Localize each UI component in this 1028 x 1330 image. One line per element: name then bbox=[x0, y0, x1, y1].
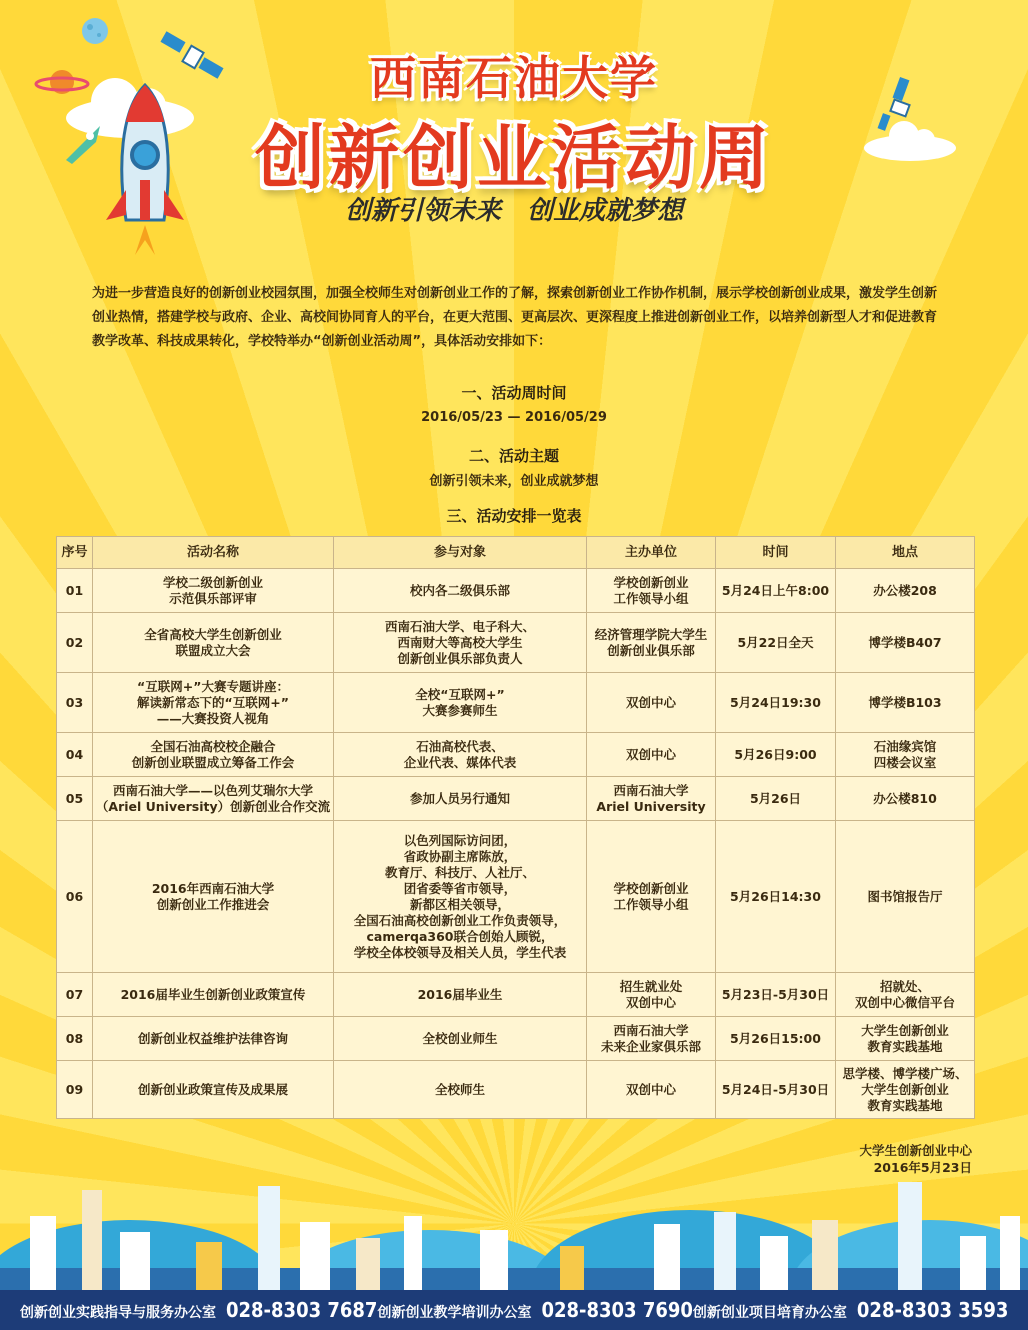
cell-no-line: 02 bbox=[65, 634, 84, 650]
cell-activity-name-line: （Ariel University）创新创业合作交流 bbox=[95, 798, 331, 814]
cell-activity-name bbox=[93, 1017, 334, 1061]
cell-organizer-line: 学校创新创业 bbox=[613, 574, 689, 590]
cell-organizer-line: 学校创新创业 bbox=[613, 880, 689, 896]
cell-time-line: 5月23日-5月30日 bbox=[721, 986, 830, 1002]
footer-phone: 028-8303 7690 bbox=[541, 1298, 693, 1322]
table-row bbox=[57, 569, 975, 613]
section-time-title: 一、活动周时间 bbox=[461, 384, 567, 402]
cell-place-line: 教育实践基地 bbox=[867, 1038, 943, 1054]
table-row bbox=[57, 1017, 975, 1061]
cell-organizer-line: 双创中心 bbox=[625, 1081, 676, 1097]
section-table-title: 三、活动安排一览表 bbox=[446, 507, 582, 525]
cell-organizer bbox=[587, 673, 716, 733]
cell-activity-name-line: 示范俱乐部评审 bbox=[169, 590, 257, 606]
cell-no-line: 01 bbox=[65, 582, 84, 598]
intro-paragraph: 为进一步营造良好的创新创业校园氛围，加强全校师生对创新创业工作的了解，探索创新创业工作协作机制，展示学校创新创业成果，激发学生创新创业热情，搭建学校与政府、企业、高校间协同育人的平台，在更大范围、更高层次、更深程度上推进创新创业工作，以培养创新型人才和促进教育教学改革、科技成果转化，学校特举办“创新创业活动周”，具体活动安排如下： bbox=[92, 286, 938, 349]
cell-time bbox=[716, 733, 836, 777]
cell-organizer bbox=[587, 569, 716, 613]
cell-target-line: 全校师生 bbox=[434, 1081, 485, 1097]
cell-activity-name bbox=[93, 821, 334, 973]
cell-activity-name-line: 全国石油高校校企融合 bbox=[150, 738, 276, 754]
signature-org: 大学生创新创业中心 bbox=[859, 1143, 972, 1158]
cell-place-line: 招就处、 bbox=[879, 978, 930, 994]
cell-place bbox=[836, 777, 975, 821]
cell-time bbox=[716, 1061, 836, 1119]
cell-target-line: 西南石油大学、电子科大、 bbox=[384, 618, 535, 634]
footer-office-label: 创新创业项目培育办公室 bbox=[692, 1305, 847, 1321]
cell-no bbox=[57, 673, 93, 733]
cell-no bbox=[57, 1017, 93, 1061]
cell-target-line: camerqa360联合创始人顾锐， bbox=[366, 928, 554, 944]
cell-target-line: 西南财大等高校大学生 bbox=[397, 634, 523, 650]
cell-place-line: 四楼会议室 bbox=[873, 754, 937, 770]
cell-activity-name-line: 全省高校大学生创新创业 bbox=[144, 626, 282, 642]
cell-organizer-line: 未来企业家俱乐部 bbox=[600, 1038, 701, 1054]
cell-target-line: 省政协副主席陈放， bbox=[403, 848, 517, 864]
cell-target-line: 全国石油高校创新创业工作负责领导， bbox=[353, 912, 567, 928]
cell-place-line: 图书馆报告厅 bbox=[867, 888, 943, 904]
cell-time bbox=[716, 569, 836, 613]
city-skyline-illustration bbox=[0, 1176, 1028, 1290]
cell-place-line: 双创中心微信平台 bbox=[854, 994, 955, 1010]
cell-activity-name-line: 创新创业联盟成立筹备工作会 bbox=[131, 754, 295, 770]
cell-activity-name-line: 联盟成立大会 bbox=[175, 642, 251, 658]
cell-time bbox=[716, 973, 836, 1017]
cell-organizer bbox=[587, 1061, 716, 1119]
cell-target-line: 以色列国际访问团， bbox=[403, 832, 517, 848]
title-school: 西南石油大学 bbox=[370, 51, 658, 105]
cell-organizer-line: 创新创业俱乐部 bbox=[607, 642, 695, 658]
footer-office-label: 创新创业教学培训办公室 bbox=[377, 1305, 532, 1321]
cell-target-line: 团省委等省市领导， bbox=[403, 880, 517, 896]
signature bbox=[859, 1142, 972, 1176]
slogan: 创新引领未来 创业成就梦想 bbox=[344, 196, 683, 226]
footer-contact-1 bbox=[20, 1298, 377, 1322]
cell-time-line: 5月26日14:30 bbox=[730, 888, 821, 904]
schedule-table bbox=[56, 536, 975, 1119]
cell-target-line: 全校“互联网+” bbox=[415, 686, 505, 702]
cell-target bbox=[334, 1061, 587, 1119]
cell-no-line: 03 bbox=[65, 694, 84, 710]
cell-organizer bbox=[587, 777, 716, 821]
cell-activity-name bbox=[93, 733, 334, 777]
cell-target bbox=[334, 733, 587, 777]
cell-no-line: 05 bbox=[65, 790, 84, 806]
cell-organizer-line: 工作领导小组 bbox=[613, 590, 689, 606]
cell-organizer-line: 双创中心 bbox=[625, 746, 676, 762]
footer-office-label: 创新创业实践指导与服务办公室 bbox=[20, 1305, 216, 1321]
cell-activity-name-line: “互联网+”大赛专题讲座： bbox=[137, 678, 289, 694]
section-theme-title: 二、活动主题 bbox=[468, 447, 559, 465]
cell-target bbox=[334, 613, 587, 673]
cell-organizer-line: Ariel University bbox=[596, 798, 706, 814]
cell-no-line: 09 bbox=[65, 1081, 84, 1097]
title-event: 创新创业活动周 bbox=[255, 117, 773, 199]
cell-activity-name-line: 学校二级创新创业 bbox=[162, 574, 263, 590]
cell-activity-name-line: 创新创业工作推进会 bbox=[156, 896, 270, 912]
cell-target bbox=[334, 569, 587, 613]
cell-organizer-line: 双创中心 bbox=[625, 694, 676, 710]
table-row bbox=[57, 673, 975, 733]
cell-place-line: 博学楼B407 bbox=[868, 634, 942, 650]
cell-no bbox=[57, 1061, 93, 1119]
cell-place bbox=[836, 821, 975, 973]
cell-place-line: 办公楼208 bbox=[873, 582, 937, 598]
cell-target-line: 创新创业俱乐部负责人 bbox=[397, 650, 523, 666]
table-row bbox=[57, 733, 975, 777]
cell-target-line: 全校创业师生 bbox=[422, 1030, 498, 1046]
cell-target bbox=[334, 821, 587, 973]
cell-time-line: 5月24日上午8:00 bbox=[721, 582, 830, 598]
cell-organizer-line: 工作领导小组 bbox=[613, 896, 689, 912]
cell-time bbox=[716, 777, 836, 821]
cell-no bbox=[57, 733, 93, 777]
table-row bbox=[57, 1061, 975, 1119]
cell-organizer bbox=[587, 821, 716, 973]
cell-place-line: 教育实践基地 bbox=[867, 1097, 943, 1113]
cell-place bbox=[836, 733, 975, 777]
cell-activity-name-line: ——大赛投资人视角 bbox=[156, 710, 270, 726]
cell-organizer bbox=[587, 1017, 716, 1061]
cell-activity-name-line: 解读新常态下的“互联网+” bbox=[137, 694, 289, 710]
footer-phone: 028-8303 7687 bbox=[226, 1298, 378, 1322]
signature-date: 2016年5月23日 bbox=[873, 1160, 972, 1175]
cell-time-line: 5月22日全天 bbox=[737, 634, 814, 650]
cell-time bbox=[716, 613, 836, 673]
cell-place bbox=[836, 569, 975, 613]
table-row bbox=[57, 973, 975, 1017]
cell-activity-name bbox=[93, 973, 334, 1017]
cell-target-line: 教育厅、科技厅、人社厅、 bbox=[384, 864, 535, 880]
header-cell-name: 活动名称 bbox=[93, 537, 334, 569]
cell-organizer bbox=[587, 613, 716, 673]
cell-place-line: 大学生创新创业 bbox=[861, 1081, 949, 1097]
cell-target-line: 学校全体校领导及相关人员，学生代表 bbox=[353, 944, 567, 960]
table-row bbox=[57, 821, 975, 973]
cell-time bbox=[716, 821, 836, 973]
cell-place-line: 大学生创新创业 bbox=[861, 1022, 949, 1038]
cell-organizer-line: 西南石油大学 bbox=[613, 782, 689, 798]
footer-contact-3 bbox=[693, 1298, 1008, 1322]
cell-target-line: 企业代表、媒体代表 bbox=[403, 754, 517, 770]
cell-organizer bbox=[587, 733, 716, 777]
cell-target bbox=[334, 777, 587, 821]
cell-target-line: 大赛参赛师生 bbox=[422, 702, 498, 718]
cell-no bbox=[57, 973, 93, 1017]
cell-place bbox=[836, 1017, 975, 1061]
cell-activity-name bbox=[93, 673, 334, 733]
cell-time-line: 5月24日19:30 bbox=[730, 694, 821, 710]
header-cell-no: 序号 bbox=[57, 537, 93, 569]
header-cell-time: 时间 bbox=[716, 537, 836, 569]
cell-no-line: 07 bbox=[65, 986, 84, 1002]
cell-place-line: 思学楼、博学楼广场、 bbox=[842, 1065, 968, 1081]
cell-target bbox=[334, 1017, 587, 1061]
cell-place-line: 石油缘宾馆 bbox=[873, 738, 937, 754]
table-body bbox=[57, 569, 975, 1119]
cell-time-line: 5月24日-5月30日 bbox=[721, 1081, 830, 1097]
table-header-row bbox=[57, 537, 975, 569]
cell-target-line: 石油高校代表、 bbox=[416, 738, 504, 754]
cell-no-line: 08 bbox=[65, 1030, 84, 1046]
header-cell-place: 地点 bbox=[836, 537, 975, 569]
cell-place-line: 办公楼810 bbox=[873, 790, 937, 806]
cell-activity-name-line: 创新创业权益维护法律咨询 bbox=[137, 1030, 288, 1046]
cell-place bbox=[836, 973, 975, 1017]
cell-organizer-line: 双创中心 bbox=[625, 994, 676, 1010]
cell-organizer-line: 招生就业处 bbox=[619, 978, 683, 994]
cell-time-line: 5月26日 bbox=[749, 790, 802, 806]
section-time-value: 2016/05/23 — 2016/05/29 bbox=[421, 410, 607, 425]
section-theme-value: 创新引领未来，创业成就梦想 bbox=[429, 474, 599, 489]
cell-activity-name bbox=[93, 613, 334, 673]
cell-no-line: 04 bbox=[65, 746, 84, 762]
cell-activity-name-line: 2016年西南石油大学 bbox=[151, 880, 275, 896]
cell-place bbox=[836, 1061, 975, 1119]
header-cell-target: 参与对象 bbox=[334, 537, 587, 569]
cell-target-line: 参加人员另行通知 bbox=[409, 790, 510, 806]
cell-target-line: 2016届毕业生 bbox=[417, 986, 503, 1002]
cell-no bbox=[57, 569, 93, 613]
cell-time bbox=[716, 1017, 836, 1061]
cell-target bbox=[334, 973, 587, 1017]
cell-time bbox=[716, 673, 836, 733]
cell-activity-name bbox=[93, 777, 334, 821]
cell-place bbox=[836, 613, 975, 673]
cell-organizer bbox=[587, 973, 716, 1017]
footer-contact-2 bbox=[377, 1298, 692, 1322]
cell-organizer-line: 西南石油大学 bbox=[613, 1022, 689, 1038]
cell-time-line: 5月26日9:00 bbox=[734, 746, 817, 762]
cell-time-line: 5月26日15:00 bbox=[730, 1030, 821, 1046]
cell-activity-name-line: 创新创业政策宣传及成果展 bbox=[137, 1081, 288, 1097]
cell-no bbox=[57, 613, 93, 673]
cell-target-line: 校内各二级俱乐部 bbox=[409, 582, 510, 598]
cell-target-line: 新都区相关领导， bbox=[409, 896, 510, 912]
table-row bbox=[57, 777, 975, 821]
footer-contact-bar bbox=[0, 1290, 1028, 1330]
cell-no bbox=[57, 821, 93, 973]
cell-activity-name-line: 西南石油大学——以色列艾瑞尔大学 bbox=[112, 782, 313, 798]
cell-no bbox=[57, 777, 93, 821]
header-cell-org: 主办单位 bbox=[587, 537, 716, 569]
cell-target bbox=[334, 673, 587, 733]
table-row bbox=[57, 613, 975, 673]
cell-no-line: 06 bbox=[65, 888, 84, 904]
cell-activity-name-line: 2016届毕业生创新创业政策宣传 bbox=[120, 986, 306, 1002]
footer-phone: 028-8303 3593 bbox=[856, 1298, 1009, 1322]
cell-organizer-line: 经济管理学院大学生 bbox=[594, 626, 708, 642]
cell-activity-name bbox=[93, 1061, 334, 1119]
cell-activity-name bbox=[93, 569, 334, 613]
cell-place bbox=[836, 673, 975, 733]
cell-place-line: 博学楼B103 bbox=[868, 694, 942, 710]
